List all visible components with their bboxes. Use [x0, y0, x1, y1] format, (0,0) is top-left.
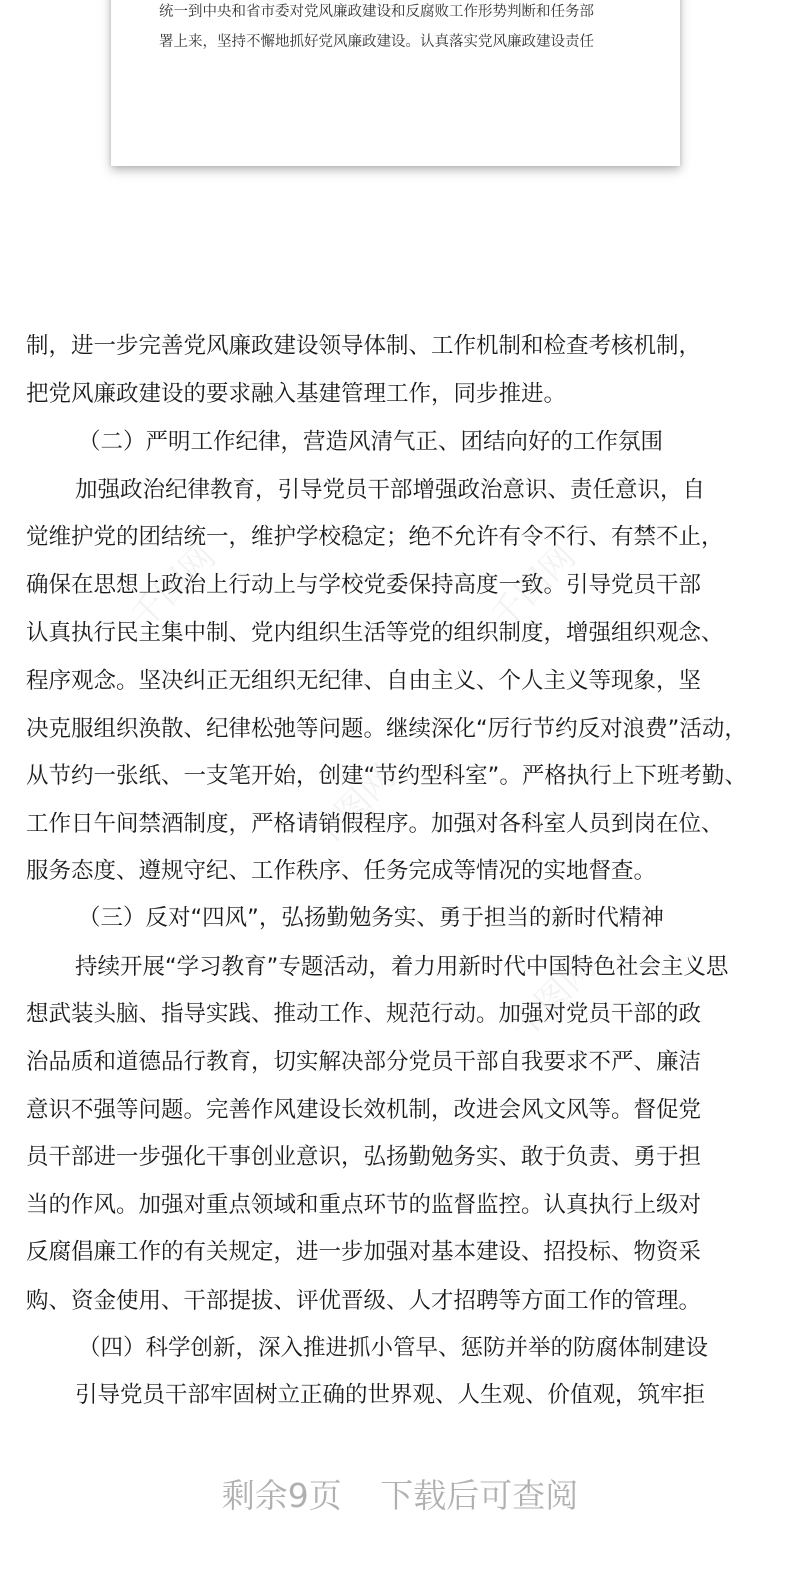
- text-line: 想武装头脑、指导实践、推动工作、规范行动。加强对党员干部的政: [26, 1001, 702, 1027]
- preview-line: 统一到中央和省市委对党风廉政建设和反腐败工作形势判断和任务部: [159, 4, 594, 20]
- preview-line: 署上来，坚持不懈地抓好党风廉政建设。认真落实党风廉政建设责任: [159, 34, 594, 50]
- text-line: 当的作风。加强对重点领域和重点环节的监督监控。认真执行上级对: [26, 1192, 702, 1218]
- section-heading: （二）严明工作纪律，营造风清气正、团结向好的工作氛围: [78, 429, 664, 455]
- download-prompt[interactable]: [0, 1470, 800, 1517]
- text-line: 购、资金使用、干部提拔、评优晋级、人才招聘等方面工作的管理。: [26, 1288, 702, 1314]
- text-line: 引导党员干部牢固树立正确的世界观、人生观、价值观，筑牢拒: [75, 1382, 706, 1408]
- watermark: 千图网: [483, 536, 584, 638]
- text-line: 制，进一步完善党风廉政建设领导体制、工作机制和检查考核机制，: [26, 333, 702, 359]
- text-line: 决克服组织涣散、纪律松弛等问题。继续深化“厉行节约反对浪费”活动，: [26, 716, 747, 742]
- watermark: 千图网: [123, 536, 224, 638]
- preview-page-card: [111, 0, 680, 166]
- text-line: 从节约一张纸、一支笔开始，创建“节约型科室”。严格执行上下班考勤、: [26, 763, 747, 789]
- text-line: 治品质和道德品行教育，切实解决部分党员干部自我要求不严、廉洁: [26, 1049, 702, 1075]
- section-heading: （三）反对“四风”，弘扬勤勉务实、勇于担当的新时代精神: [78, 905, 664, 931]
- text-line: 员干部进一步强化干事创业意识，弘扬勤勉务实、敢于负责、勇于担: [26, 1144, 702, 1170]
- text-line: 持续开展“学习教育”专题活动，着力用新时代中国特色社会主义思: [75, 954, 729, 980]
- text-line: 把党风廉政建设的要求融入基建管理工作，同步推进。: [26, 381, 567, 407]
- section-heading: （四）科学创新，深入推进抓小管早、惩防并举的防腐体制建设: [78, 1335, 709, 1361]
- text-line: 确保在思想上政治上行动上与学校党委保持高度一致。引导党员干部: [26, 572, 702, 598]
- text-line: 觉维护党的团结统一，维护学校稳定；绝不允许有令不行、有禁不止，: [26, 524, 724, 550]
- text-line: 服务态度、遵规守纪、工作秩序、任务完成等情况的实地督查。: [26, 858, 657, 884]
- text-line: 工作日午间禁酒制度，严格请销假程序。加强对各科室人员到岗在位、: [26, 811, 724, 837]
- watermark: 千图网: [503, 946, 604, 1048]
- text-line: 加强政治纪律教育，引导党员干部增强政治意识、责任意识，自: [75, 477, 706, 503]
- text-line: 程序观念。坚决纠正无组织无纪律、自由主义、个人主义等现象，坚: [26, 668, 702, 694]
- text-line: 意识不强等问题。完善作风建设长效机制，改进会风文风等。督促党: [26, 1097, 702, 1123]
- text-line: 反腐倡廉工作的有关规定，进一步加强对基本建设、招投标、物资采: [26, 1239, 702, 1265]
- text-line: 认真执行民主集中制、党内组织生活等党的组织制度，增强组织观念、: [26, 620, 724, 646]
- download-to-view-label: 下载后可查阅: [380, 1476, 579, 1515]
- watermark: 千图网: [303, 756, 404, 858]
- remaining-pages-label: 剩余9页: [221, 1476, 342, 1515]
